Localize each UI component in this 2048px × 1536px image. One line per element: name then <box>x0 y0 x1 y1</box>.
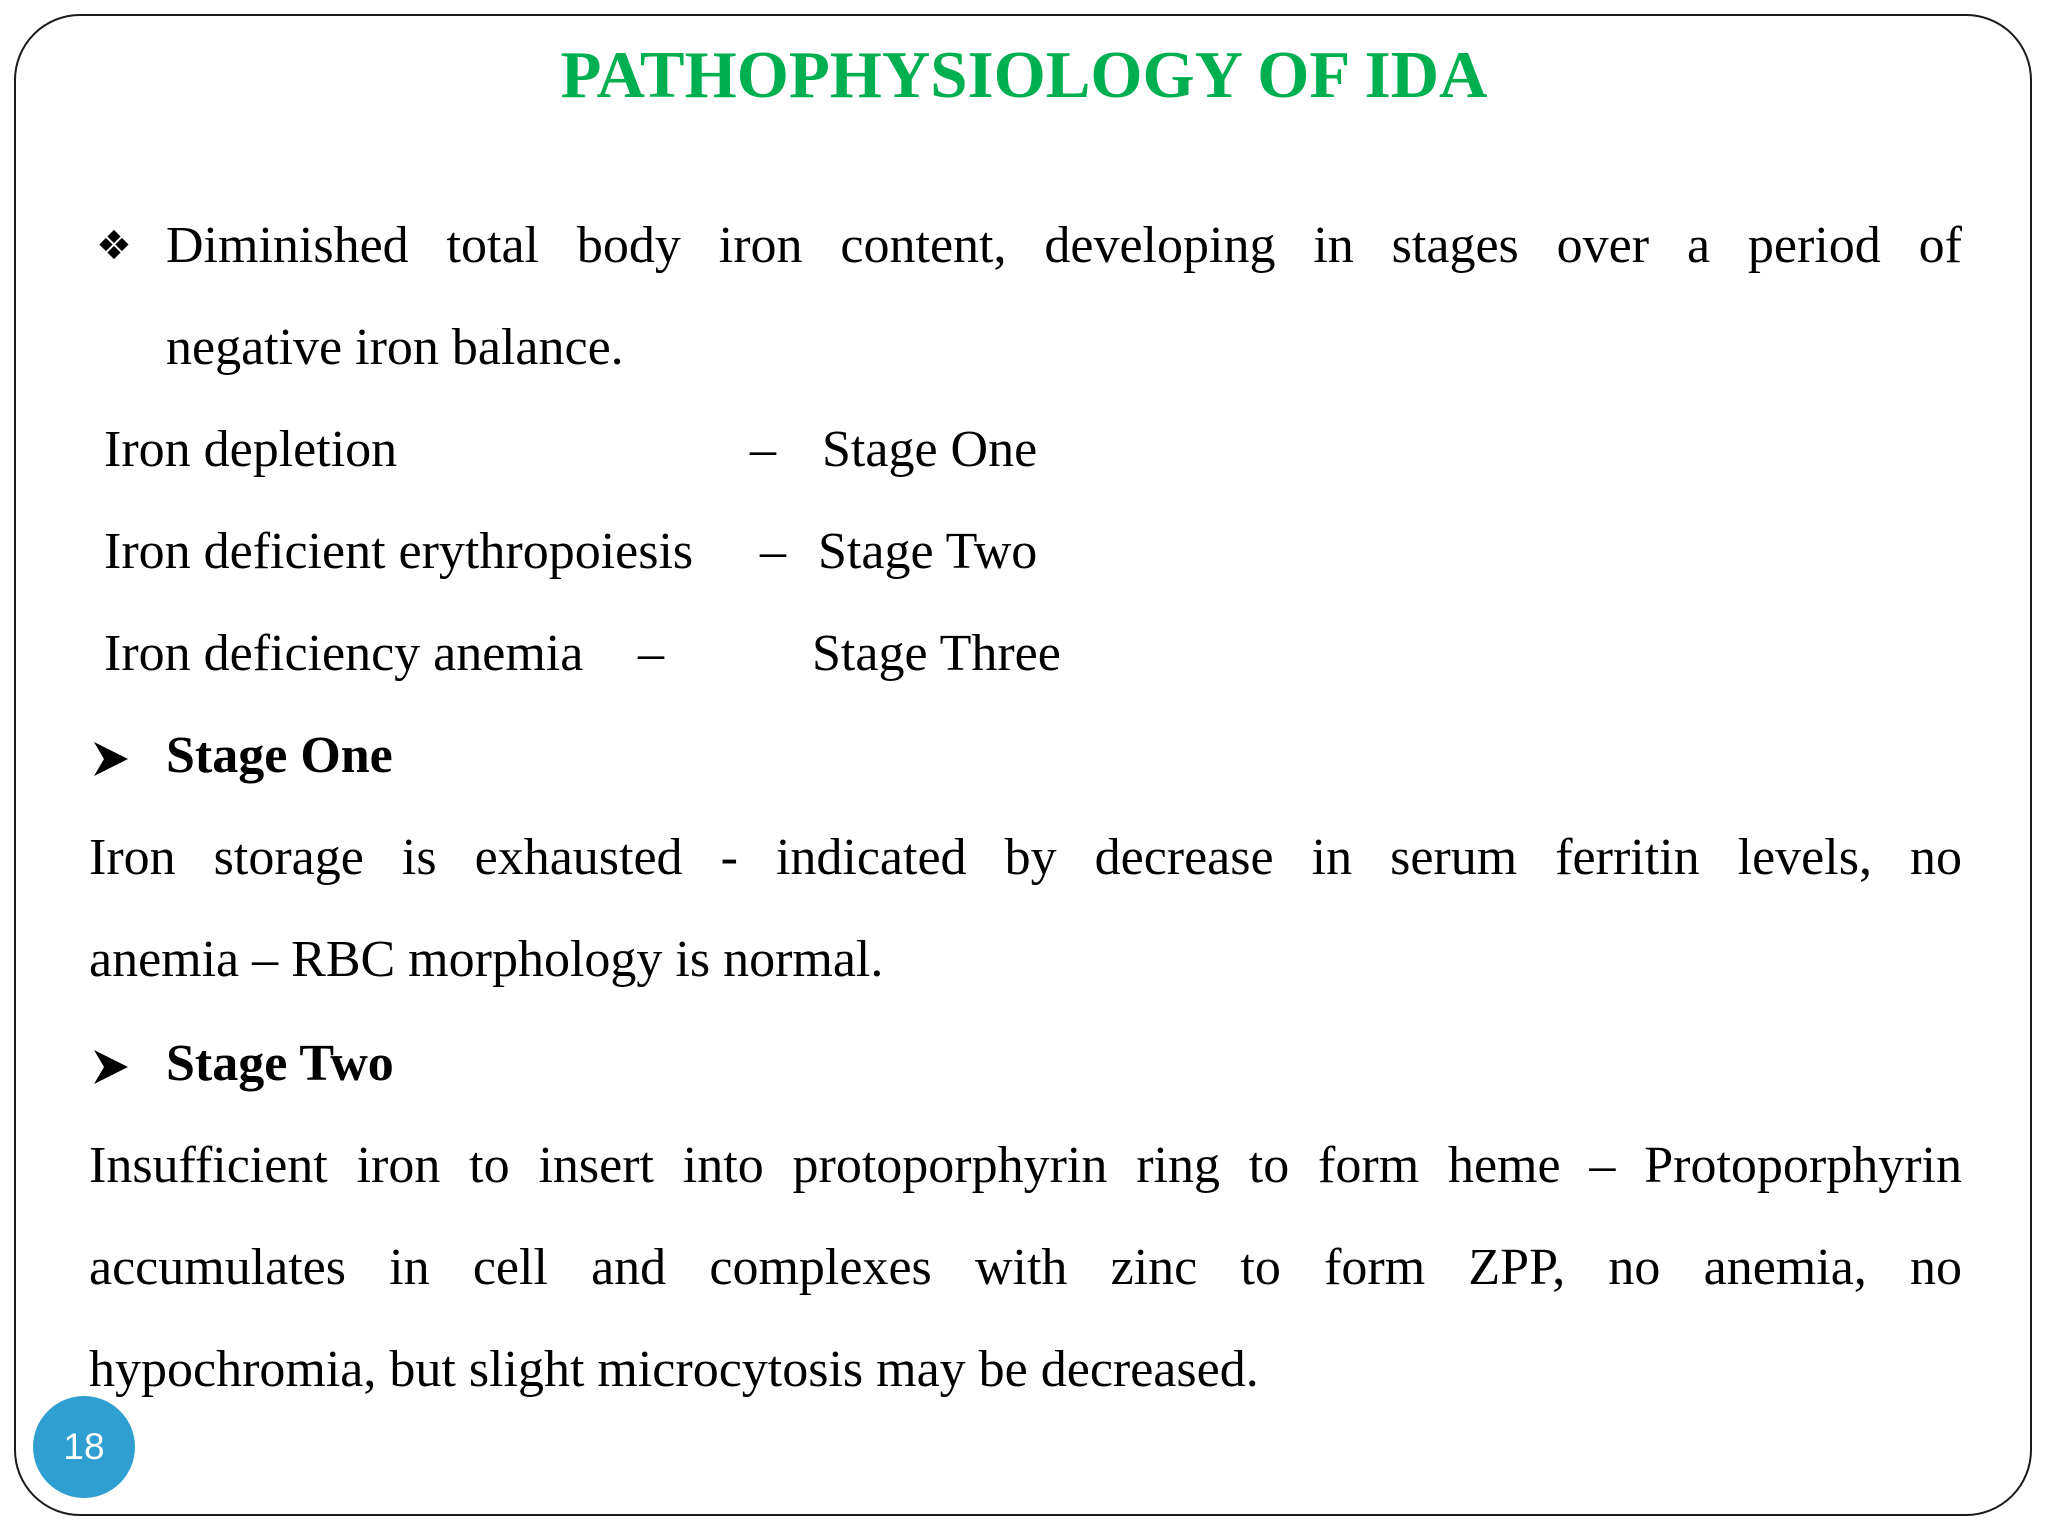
stage-row-1-dash: – <box>750 421 776 478</box>
stage-row-2-stage: Stage Two <box>818 523 1038 580</box>
stage-two-line-3: hypochromia, but slight microcytosis may be decreased. <box>89 1341 1259 1398</box>
intro-line-2: negative iron balance. <box>166 319 624 376</box>
stage-two-line-2: accumulates in cell and complexes with zinc to form ZPP, no anemia, no <box>89 1239 1962 1296</box>
stage-row-3-label: Iron deficiency anemia <box>104 625 584 682</box>
stage-one-line-1: Iron storage is exhausted - indicated by decrease in serum ferritin levels, no <box>89 829 1962 886</box>
stage-row-2-label: Iron deficient erythropoiesis <box>104 523 694 580</box>
stage-row-1-label: Iron depletion <box>104 421 398 478</box>
section-heading-stage-one: Stage One <box>166 727 393 784</box>
stage-row-3-stage: Stage Three <box>812 625 1061 682</box>
stage-two-line-1: Insufficient iron to insert into protoporphyrin ring to form heme – Protoporphyrin <box>89 1137 1962 1194</box>
stage-row-3-dash: – <box>638 625 664 682</box>
intro-line-1: Diminished total body iron content, developing in stages over a period of <box>166 217 1962 274</box>
arrowhead-bullet-icon <box>92 1048 130 1086</box>
four-diamond-bullet-icon: ❖ <box>96 223 132 269</box>
stage-row-2-dash: – <box>760 523 786 580</box>
stage-one-line-2: anemia – RBC morphology is normal. <box>89 931 884 988</box>
slide-number-badge: 18 <box>33 1396 135 1498</box>
arrowhead-bullet-icon <box>92 740 130 778</box>
slide-title: PATHOPHYSIOLOGY OF IDA <box>560 38 1488 112</box>
stage-row-1-stage: Stage One <box>822 421 1038 478</box>
section-heading-stage-two: Stage Two <box>166 1035 394 1092</box>
